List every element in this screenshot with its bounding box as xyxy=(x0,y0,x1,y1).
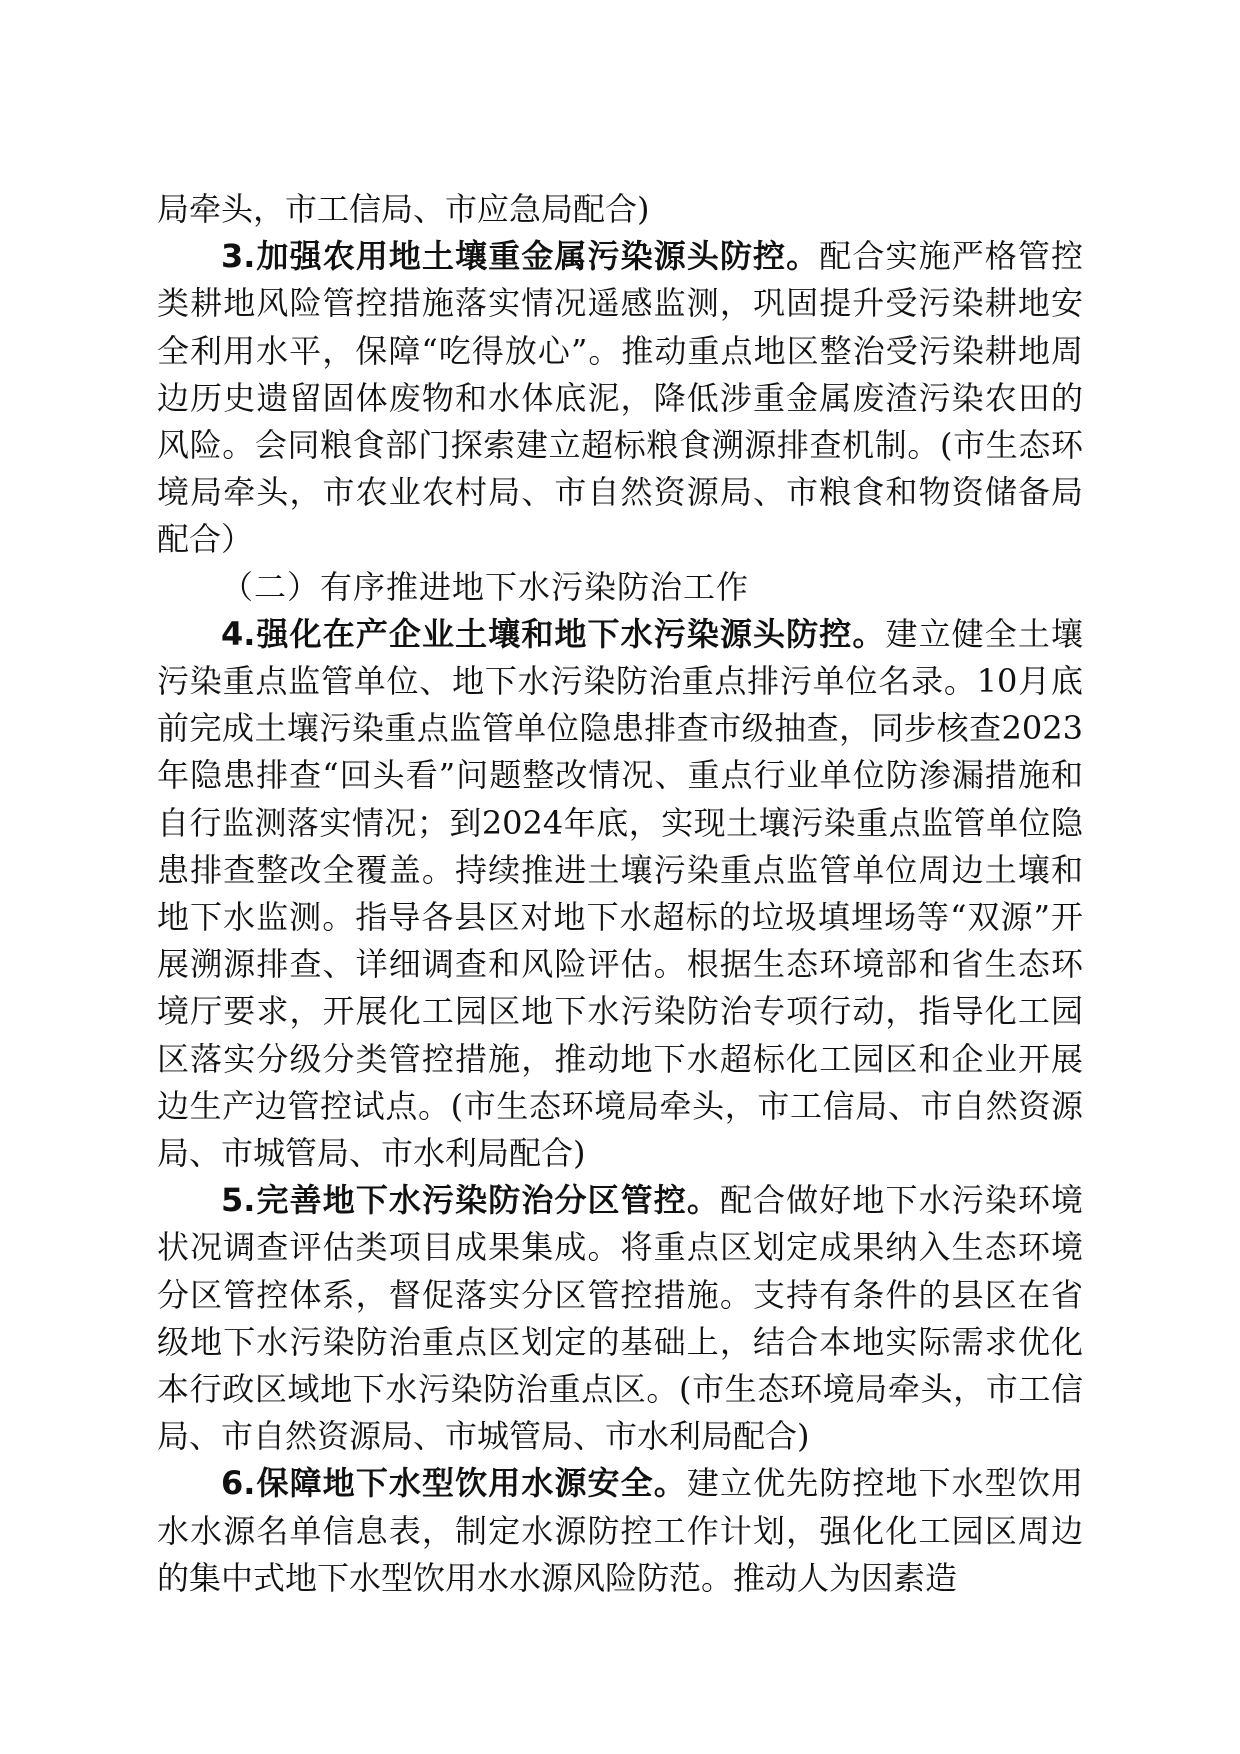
paragraph-6-heading: 6.保障地下水型饮用水源安全。 xyxy=(221,1464,687,1503)
paragraph-3-heading: 3.加强农用地土壤重金属污染源头防控。 xyxy=(221,237,820,276)
paragraph-3 xyxy=(157,233,1083,563)
paragraph-4-body: 建立健全土壤污染重点监管单位、地下水污染防治重点排污单位名录。10月底前完成土壤污染重点监管单位隐患排查市级抽查，同步核查2023年隐患排查“回头看”问题整改情况、重点行业单位防渗漏措施和自行监测落实情况；到2024年底，实现土壤污染重点监管单位隐患排查整改全覆盖。持续推进土壤污染重点监管单位周边土壤和地下水监测。指导各县区对地下水超标的垃圾填埋场等“双源”开展溯源排查、详细调查和风险评估。根据生态环境部和省生态环境厅要求，开展化工园区地下水污染防治专项行动，指导化工园区落实分级分类管控措施，推动地下水超标化工园区和企业开展边生产边管控试点。(市生态环境局牵头，市工信局、市自然资源局、市城管局、市水利局配合) xyxy=(157,614,1083,1173)
paragraph-5 xyxy=(157,1177,1083,1460)
paragraph-5-heading: 5.完善地下水污染防治分区管控。 xyxy=(221,1181,720,1220)
paragraph-5-body: 配合做好地下水污染环境状况调查评估类项目成果集成。将重点区划定成果纳入生态环境分区管控体系，督促落实分区管控措施。支持有条件的县区在省级地下水污染防治重点区划定的基础上，结合本地实际需求优化本行政区域地下水污染防治重点区。(市生态环境局牵头，市工信局、市自然资源局、市城管局、市水利局配合) xyxy=(157,1181,1083,1456)
paragraph-6 xyxy=(157,1460,1083,1602)
continuation-paragraph: 局牵头，市工信局、市应急局配合) xyxy=(157,190,650,228)
paragraph-6-body: 建立优先防控地下水型饮用水水源名单信息表，制定水源防控工作计划，强化化工园区周边的集中式地下水型饮用水水源风险防范。推动人为因素造 xyxy=(157,1464,1083,1597)
document-page xyxy=(157,186,1083,1602)
paragraph-4 xyxy=(157,611,1083,1177)
section-heading-2: （二）有序推进地下水污染防治工作 xyxy=(221,567,750,606)
paragraph-3-body: 配合实施严格管控类耕地风险管控措施落实情况遥感监测，巩固提升受污染耕地安全利用水平，保障“吃得放心”。推动重点地区整治受污染耕地周边历史遗留固体废物和水体底泥，降低涉重金属废渣污染农田的风险。会同粮食部门探索建立超标粮食溯源排查机制。(市生态环境局牵头，市农业农村局、市自然资源局、市粮食和物资储备局配合） xyxy=(157,237,1083,559)
paragraph-4-heading: 4.强化在产企业土壤和地下水污染源头防控。 xyxy=(221,614,886,653)
